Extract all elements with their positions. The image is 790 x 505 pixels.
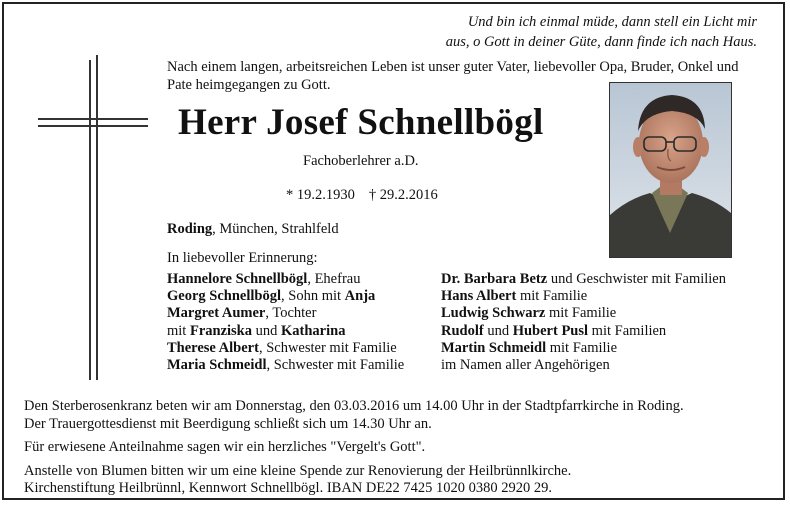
mourner-row: Ludwig Schwarz mit Familie <box>441 305 617 322</box>
place-rest: , München, Strahlfeld <box>212 221 339 237</box>
donation-notice: Anstelle von Blumen bitten wir um eine kleine Spende zur Renovierung der Heilbrünnlkirche. <box>24 462 572 479</box>
thanks-notice: Für erwiesene Anteilnahme sagen wir ein herzliches "Vergelt's Gott". <box>24 439 426 455</box>
deceased-title: Fachoberlehrer a.D. <box>303 153 419 169</box>
mourner-row: Hans Albert mit Familie <box>441 288 588 305</box>
memory-heading: In liebevoller Erinnerung: <box>167 250 318 266</box>
footer-text <box>24 398 684 498</box>
mourners-left <box>167 271 404 374</box>
mourner-row: Rudolf und Hubert Pusl mit Familien <box>441 322 667 339</box>
mourner-row: Martin Schmeidl mit Familie <box>441 339 618 356</box>
place-main: Roding <box>167 221 213 237</box>
death-date: † 29.2.2016 <box>368 187 438 203</box>
mourner-row: Hannelore Schnellbögl, Ehefrau <box>167 271 361 287</box>
mourner-row: Maria Schmeidl, Schwester mit Familie <box>167 357 405 374</box>
poem <box>446 12 757 52</box>
birth-date: * 19.2.1930 <box>286 187 355 203</box>
rosary-notice: Den Sterberosenkranz beten wir am Donnerstag, den 03.03.2016 um 14.00 Uhr in der Stadtpfarrkirche in Roding. <box>24 398 684 414</box>
mourner-row: Therese Albert, Schwester mit Familie <box>167 339 397 356</box>
poem-line-2: aus, o Gott in deiner Güte, dann finde ich nach Haus. <box>445 34 757 50</box>
mourner-row: Georg Schnellbögl, Sohn mit Anja <box>167 288 376 305</box>
mourner-row: Dr. Barbara Betz und Geschwister mit Familien <box>441 271 726 287</box>
intro-line-1: Nach einem langen, arbeitsreichen Leben ist unser guter Vater, liebevoller Opa, Bruder, Onkel und <box>167 59 739 75</box>
life-dates <box>286 187 438 204</box>
places <box>167 221 339 238</box>
poem-line-1: Und bin ich einmal müde, dann stell ein Licht mir <box>467 14 757 30</box>
mourners-right <box>441 271 726 374</box>
donation-account: Kirchenstiftung Heilbrünnl, Kennwort Schnellbögl. IBAN DE22 7425 1020 0380 2920 29. <box>24 480 552 496</box>
intro-line-2: Pate heimgegangen zu Gott. <box>167 77 331 93</box>
deceased-name: Herr Josef Schnellbögl <box>178 102 544 143</box>
mourner-row: im Namen aller Angehörigen <box>441 357 610 374</box>
service-notice: Der Trauergottesdienst mit Beerdigung schließt sich um 14.30 Uhr an. <box>24 415 432 432</box>
mourner-row: Margret Aumer, Tochter <box>167 305 317 322</box>
mourner-row: mit Franziska und Katharina <box>167 322 346 339</box>
portrait-photo-icon <box>609 82 732 258</box>
